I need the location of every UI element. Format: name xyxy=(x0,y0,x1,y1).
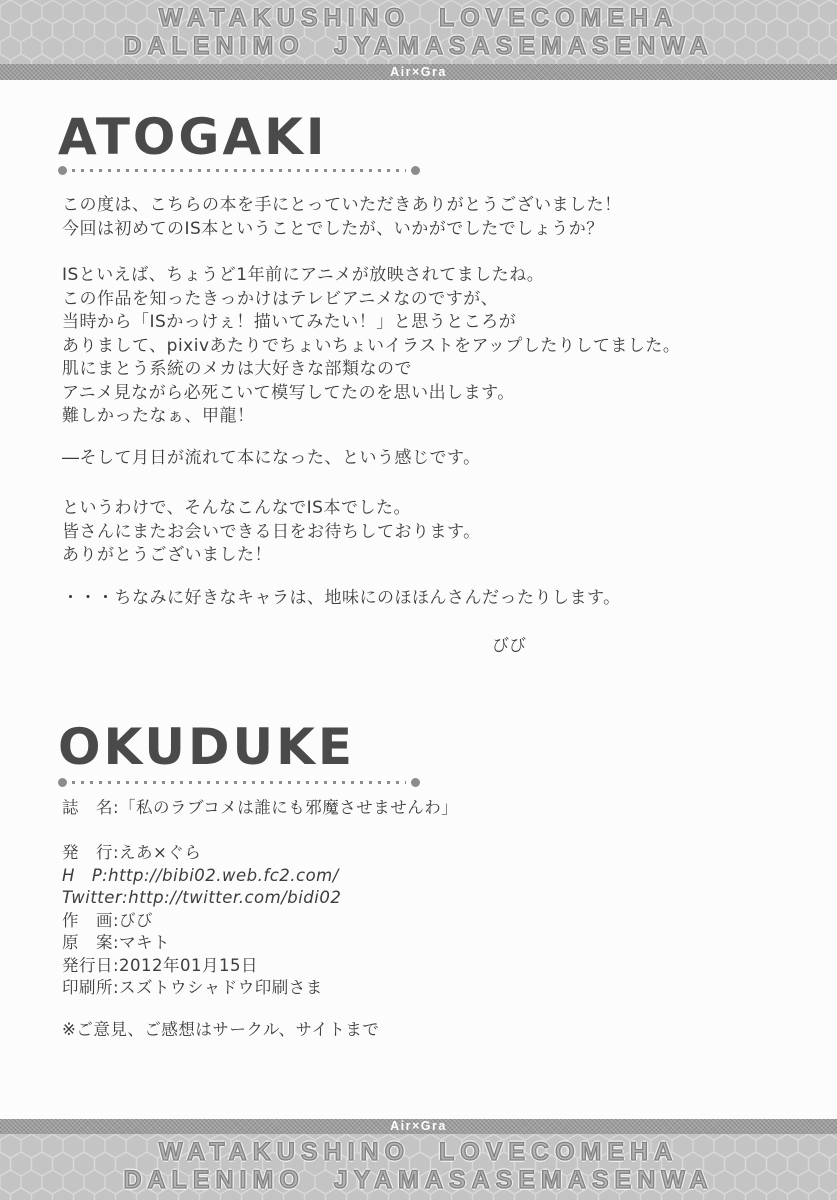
text-line: 難しかったなぁ、甲龍！ xyxy=(62,406,255,426)
author-signature: びび xyxy=(492,636,526,656)
colophon-homepage-url: H P:http://bibi02.web.fc2.com/ xyxy=(62,865,339,885)
atogaki-paragraph-2 xyxy=(62,264,680,429)
atogaki-paragraph-5 xyxy=(62,587,621,611)
text-line: ありまして、pixivあたりでちょいちょいイラストをアップしたりしてました。 xyxy=(62,335,681,356)
text-line: アニメ見ながら必死こいて模写してたのを思い出します。 xyxy=(62,382,515,403)
circle-name-label: Air×Gra xyxy=(390,1119,447,1134)
text-line: というわけで、そんなこんなでIS本でした。 xyxy=(62,498,411,518)
text-line: 皆さんにまたお会いできる日をお待ちしております。 xyxy=(62,521,481,542)
okuduke-heading: OKUDUKE xyxy=(58,718,355,776)
divider-dots xyxy=(72,169,406,172)
okuduke-dotted-divider xyxy=(58,778,420,787)
colophon-artist: 作 画:びび xyxy=(62,910,154,930)
colophon-entries xyxy=(62,842,341,1000)
colophon-original-planner: 原 案:マキト xyxy=(62,933,171,952)
text-line: 当時から「ISかっけぇ！描いてみたい！」と思うところが xyxy=(62,312,517,332)
colophon-printer: 印刷所:スズトウシャドウ印刷さま xyxy=(62,978,323,997)
text-line: 肌にまとう系統のメカは大好きな部類なので xyxy=(62,359,412,379)
circle-name-label: Air×Gra xyxy=(390,64,447,79)
bottom-banner xyxy=(0,1134,837,1200)
atogaki-heading: ATOGAKI xyxy=(58,108,328,166)
atogaki-paragraph-1 xyxy=(62,194,622,241)
text-line: ありがとうございました！ xyxy=(62,545,272,565)
atogaki-dotted-divider xyxy=(58,166,420,175)
text-line: この作品を知ったきっかけはテレビアニメなのですが、 xyxy=(62,288,499,309)
atogaki-paragraph-4 xyxy=(62,497,481,568)
banner-title-line1: WATAKUSHINO LOVECOMEHA xyxy=(158,1138,679,1166)
colophon-publisher: 発 行:えあ×ぐら xyxy=(62,843,202,862)
text-line: ISといえば、ちょうど1年前にアニメが放映されてましたね。 xyxy=(62,265,545,285)
text-line: ―そして月日が流れて本になった、という感じです。 xyxy=(62,448,481,468)
circle-name-strip-top xyxy=(0,64,837,80)
atogaki-paragraph-3 xyxy=(62,447,481,471)
colophon-feedback-note: ※ご意見、ご感想はサークル、サイトまで xyxy=(62,1020,380,1039)
divider-end-dot xyxy=(411,166,420,175)
banner-title-line2: DALENIMO JYAMASASEMASENWA xyxy=(123,1166,714,1194)
top-banner xyxy=(0,0,837,65)
text-line: 今回は初めてのIS本ということでしたが、いかがでしたでしょうか？ xyxy=(62,218,604,239)
divider-end-dot xyxy=(58,166,67,175)
banner-title-line1: WATAKUSHINO LOVECOMEHA xyxy=(158,4,679,32)
text-line: ・・・ちなみに好きなキャラは、地味にのほほんさんだったりします。 xyxy=(62,588,621,608)
text-line: この度は、こちらの本を手にとっていただきありがとうございました！ xyxy=(62,195,622,215)
colophon-publication-date: 発行日:2012年01月15日 xyxy=(62,955,259,975)
colophon-twitter-url: Twitter:http://twitter.com/bidi02 xyxy=(62,888,342,907)
divider-end-dot xyxy=(411,778,420,787)
colophon-book-title: 誌 名:「私のラブコメは誰にも邪魔させませんわ」 xyxy=(62,798,459,817)
divider-dots xyxy=(72,781,406,784)
circle-name-strip-bottom xyxy=(0,1119,837,1134)
banner-title-line2: DALENIMO JYAMASASEMASENWA xyxy=(123,32,714,60)
divider-end-dot xyxy=(58,778,67,787)
